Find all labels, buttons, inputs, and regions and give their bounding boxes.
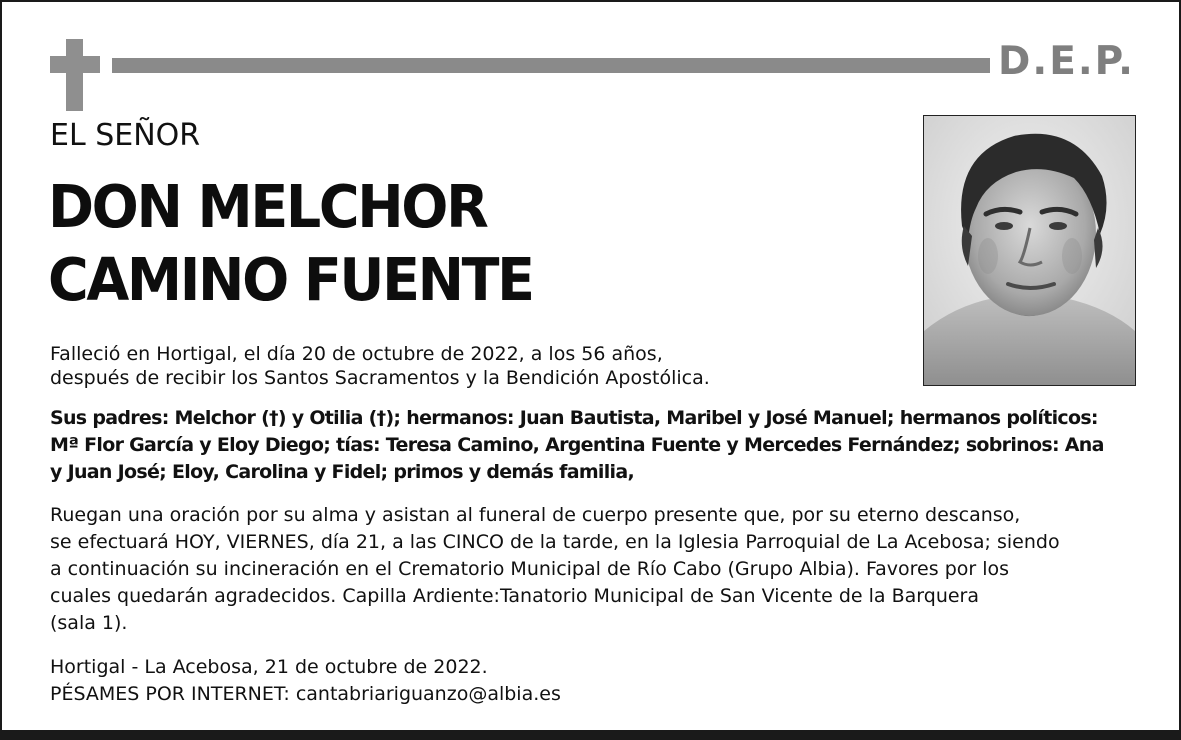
name-line-1: DON MELCHOR xyxy=(48,172,487,241)
place-date: Hortigal - La Acebosa, 21 de octubre de 2022. xyxy=(50,656,488,678)
family-line: y Juan José; Eloy, Carolina y Fidel; primos y demás familia, xyxy=(50,461,635,483)
service-line: Ruegan una oración por su alma y asistan al funeral de cuerpo presente que, por su eterno descanso, xyxy=(50,504,1021,526)
funeral-service-info xyxy=(50,502,1140,637)
family-list xyxy=(50,405,1150,486)
death-notice-line: después de recibir los Santos Sacramentos y la Bendición Apostólica. xyxy=(50,367,710,389)
intro-title: EL SEÑOR xyxy=(50,118,201,153)
condolences-info: PÉSAMES POR INTERNET: cantabriariguanzo@albia.es xyxy=(50,683,561,705)
header-rule xyxy=(112,58,990,73)
family-line: Sus padres: Melchor (†) y Otilia (†); hermanos: Juan Bautista, Maribel y José Manuel; hermanos políticos: xyxy=(50,407,1098,429)
service-line: (sala 1). xyxy=(50,612,128,634)
family-line: Mª Flor García y Eloy Diego; tías: Teresa Camino, Argentina Fuente y Mercedes Fernández; sobrinos: Ana xyxy=(50,434,1104,456)
service-line: se efectuará HOY, VIERNES, día 21, a las CINCO de la tarde, en la Iglesia Parroquial de La Acebosa; siendo xyxy=(50,531,1060,553)
portrait-photo xyxy=(923,115,1136,386)
service-line: cuales quedarán agradecidos. Capilla Ardiente:Tanatorio Municipal de San Vicente de la Barquera xyxy=(50,585,980,607)
deceased-name xyxy=(48,170,533,316)
latin-cross-icon xyxy=(50,39,100,111)
dep-label: D.E.P. xyxy=(998,39,1135,84)
death-notice-line: Falleció en Hortigal, el día 20 de octubre de 2022, a los 56 años, xyxy=(50,343,663,365)
service-line: a continuación su incineración en el Crematorio Municipal de Río Cabo (Grupo Albia). Favores por los xyxy=(50,558,1010,580)
name-line-2: CAMINO FUENTE xyxy=(48,245,533,314)
bottom-rule xyxy=(2,730,1179,737)
death-notice xyxy=(50,342,910,390)
portrait-image xyxy=(924,116,1135,385)
